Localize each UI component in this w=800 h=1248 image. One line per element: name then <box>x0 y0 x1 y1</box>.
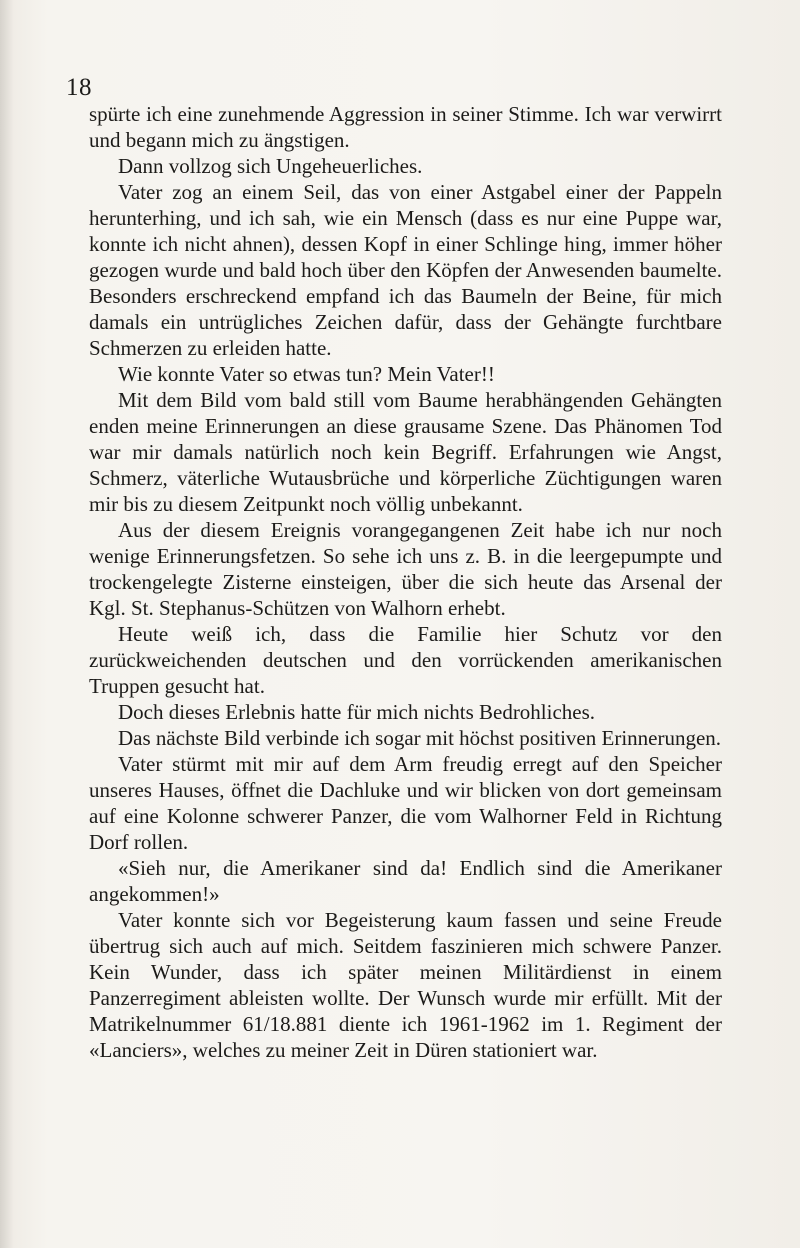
paragraph: spürte ich eine zunehmende Aggression in seiner Stimme. Ich war verwirrt und begann mich zu ängstigen. <box>89 102 722 152</box>
paragraph: Dann vollzog sich Ungeheuerliches. <box>118 154 423 178</box>
paragraph: «Sieh nur, die Amerikaner sind da! Endlich sind die Amerikaner angekommen!» <box>89 856 722 906</box>
paragraph: Das nächste Bild verbinde ich sogar mit höchst positiven Erinnerungen. <box>118 726 722 750</box>
spine-shadow <box>0 0 14 1248</box>
body-text <box>89 101 722 1063</box>
paragraph: Wie konnte Vater so etwas tun? Mein Vater!! <box>118 362 495 386</box>
paragraph: Aus der diesem Ereignis vorangegangenen Zeit habe ich nur noch wenige Erinnerungsfetzen. So sehe ich uns z. B. in die leergepumpte und trockengelegte Zisterne einsteigen, über die sich heute das Arsenal der Kgl. St. Stephanus-Schützen von Walhorn erhebt. <box>89 518 722 620</box>
paragraph: Heute weiß ich, dass die Familie hier Schutz vor den zurückweichenden deutschen und den vorrückenden amerikanischen Truppen gesucht hat. <box>89 622 722 698</box>
paragraph: Vater stürmt mit mir auf dem Arm freudig erregt auf den Speicher unseres Hauses, öffnet die Dachluke und wir blicken von dort gemeinsam auf eine Kolonne schwerer Panzer, die vom Walhorner Feld in Richtung Dorf rollen. <box>89 752 722 854</box>
paragraph: Vater zog an einem Seil, das von einer Astgabel einer der Pappeln herunterhing, und ich sah, wie ein Mensch (dass es nur eine Puppe war, konnte ich nicht ahnen), dessen Kopf in einer Schlinge hing, immer höher gezogen wurde und bald hoch über den Köpfen der Anwesenden baumelte. Besonders erschreckend empfand ich das Baumeln der Beine, für mich damals ein untrügliches Zeichen dafür, dass der Gehängte furchtbare Schmerzen zu erleiden hatte. <box>89 180 722 360</box>
paragraph: Doch dieses Erlebnis hatte für mich nichts Bedrohliches. <box>118 700 596 724</box>
paragraph: Vater konnte sich vor Begeisterung kaum fassen und seine Freude übertrug sich auch auf mich. Seitdem faszinieren mich schwere Panzer. Kein Wunder, dass ich später meinen Militärdienst in einem Panzerregiment ableisten wollte. Der Wunsch wurde mir erfüllt. Mit der Matrikelnummer 61/18.881 diente ich 1961-1962 im 1. Regiment der «Lanciers», welches zu meiner Zeit in Düren stationiert war. <box>89 908 722 1062</box>
page-number: 18 <box>66 74 92 101</box>
paragraph: Mit dem Bild vom bald still vom Baume herabhängenden Gehängten enden meine Erinnerungen an diese grausame Szene. Das Phänomen Tod war mir damals natürlich noch kein Begriff. Erfahrungen wie Angst, Schmerz, väterliche Wutausbrüche und körperliche Züchtigungen waren mir bis zu diesem Zeitpunkt noch völlig unbekannt. <box>89 388 722 516</box>
